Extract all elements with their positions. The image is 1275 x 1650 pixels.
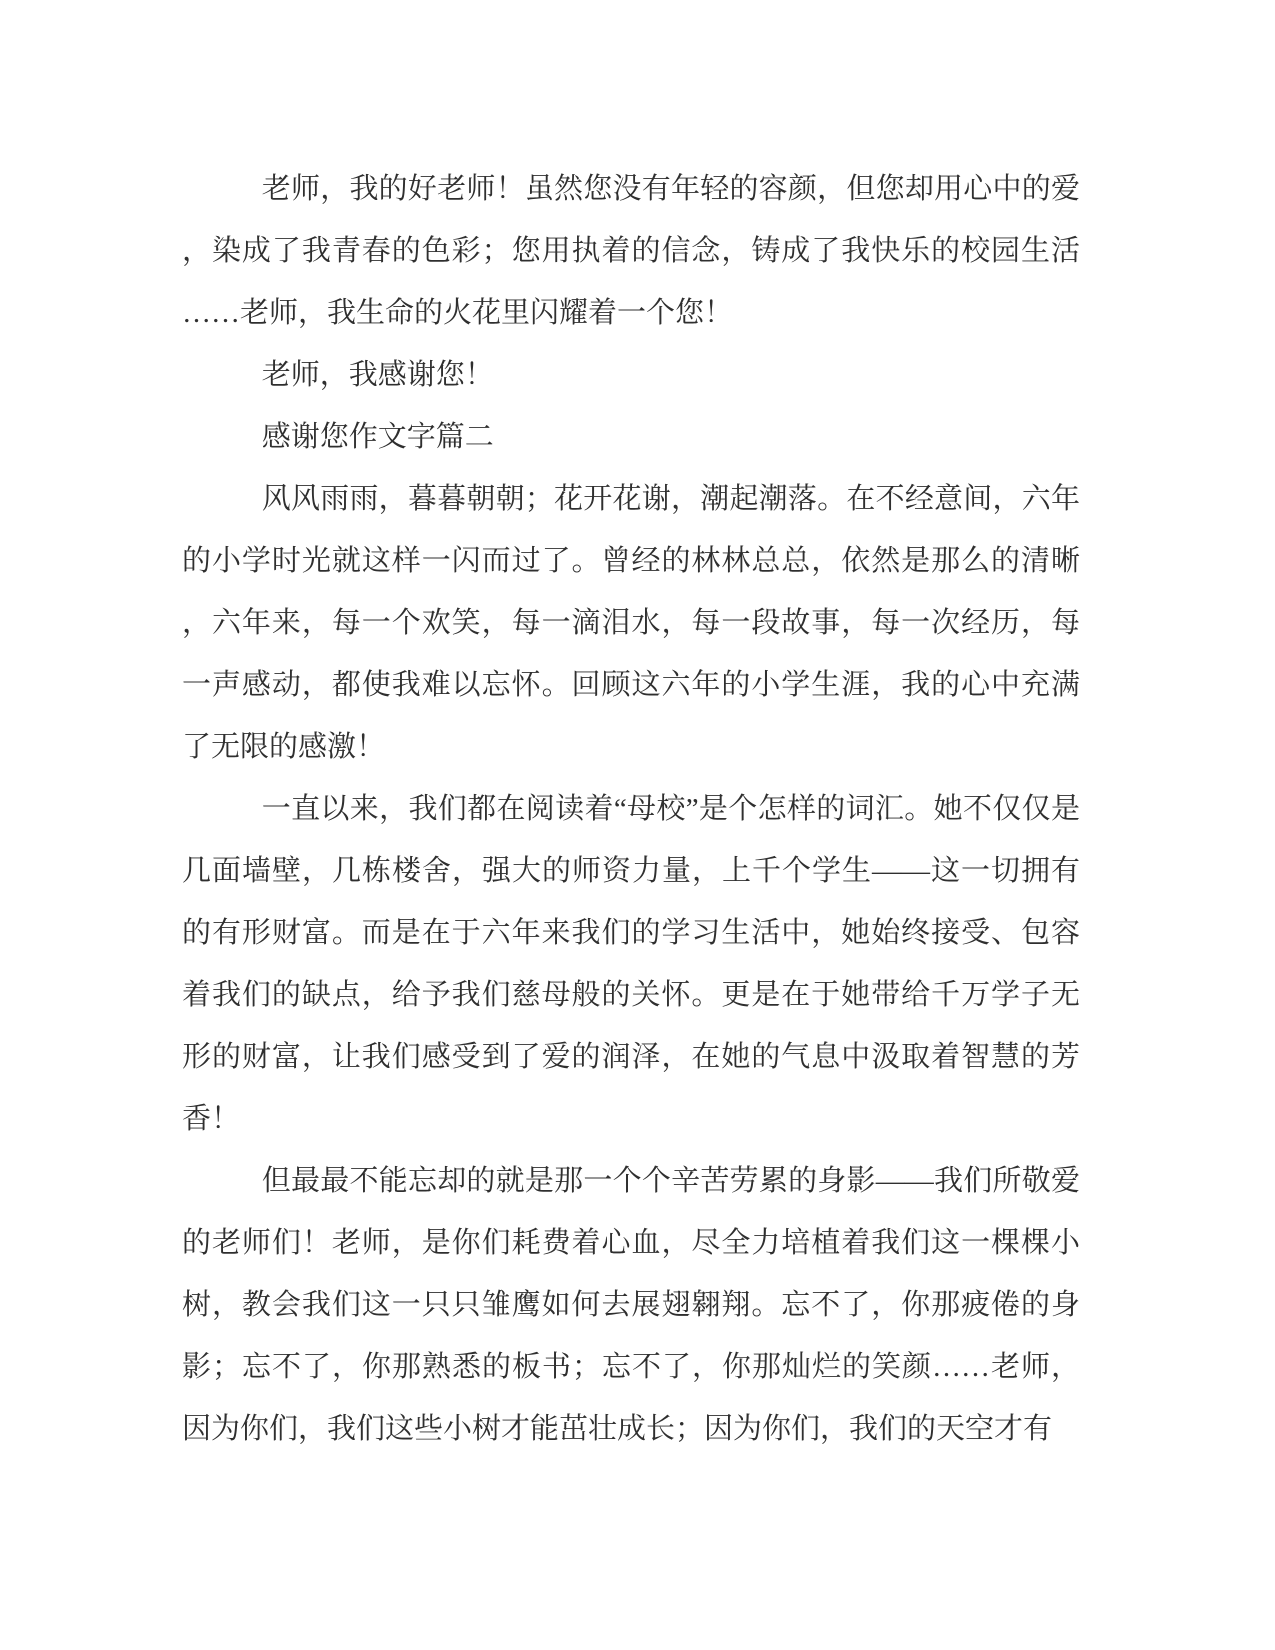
essay-paragraph: 老师，我的好老师！虽然您没有年轻的容颜，但您却用心中的爱，染成了我青春的色彩；您用执着的信念，铸成了我快乐的校园生活……老师，我生命的火花里闪耀着一个您！ (182, 173, 1080, 329)
essay-paragraph: 但最最不能忘却的就是那一个个辛苦劳累的身影——我们所敬爱的老师们！老师，是你们耗费着心血，尽全力培植着我们这一棵棵小树，教会我们这一只只雏鹰如何去展翅翱翔。忘不了，你那疲倦的身影；忘不了，你那熟悉的板书；忘不了，你那灿烂的笑颜……老师，因为你们，我们这些小树才能茁壮成长；因为你们，我们的天空才有 (182, 1165, 1080, 1445)
essay-paragraph: 风风雨雨，暮暮朝朝；花开花谢，潮起潮落。在不经意间，六年的小学时光就这样一闪而过了。曾经的林林总总，依然是那么的清晰，六年来，每一个欢笑，每一滴泪水，每一段故事，每一次经历，每一声感动，都使我难以忘怀。回顾这六年的小学生涯，我的心中充满了无限的感激！ (182, 483, 1080, 763)
essay-paragraph: 老师，我感谢您！ (261, 359, 494, 391)
essay-body (182, 158, 1080, 1460)
section-heading: 感谢您作文字篇二 (261, 421, 494, 453)
essay-paragraph: 一直以来，我们都在阅读着“母校”是个怎样的词汇。她不仅仅是几面墙壁，几栋楼舍，强大的师资力量，上千个学生——这一切拥有的有形财富。而是在于六年来我们的学习生活中，她始终接受、包容着我们的缺点，给予我们慈母般的关怀。更是在于她带给千万学子无形的财富，让我们感受到了爱的润泽，在她的气息中汲取着智慧的芳香！ (182, 793, 1080, 1135)
